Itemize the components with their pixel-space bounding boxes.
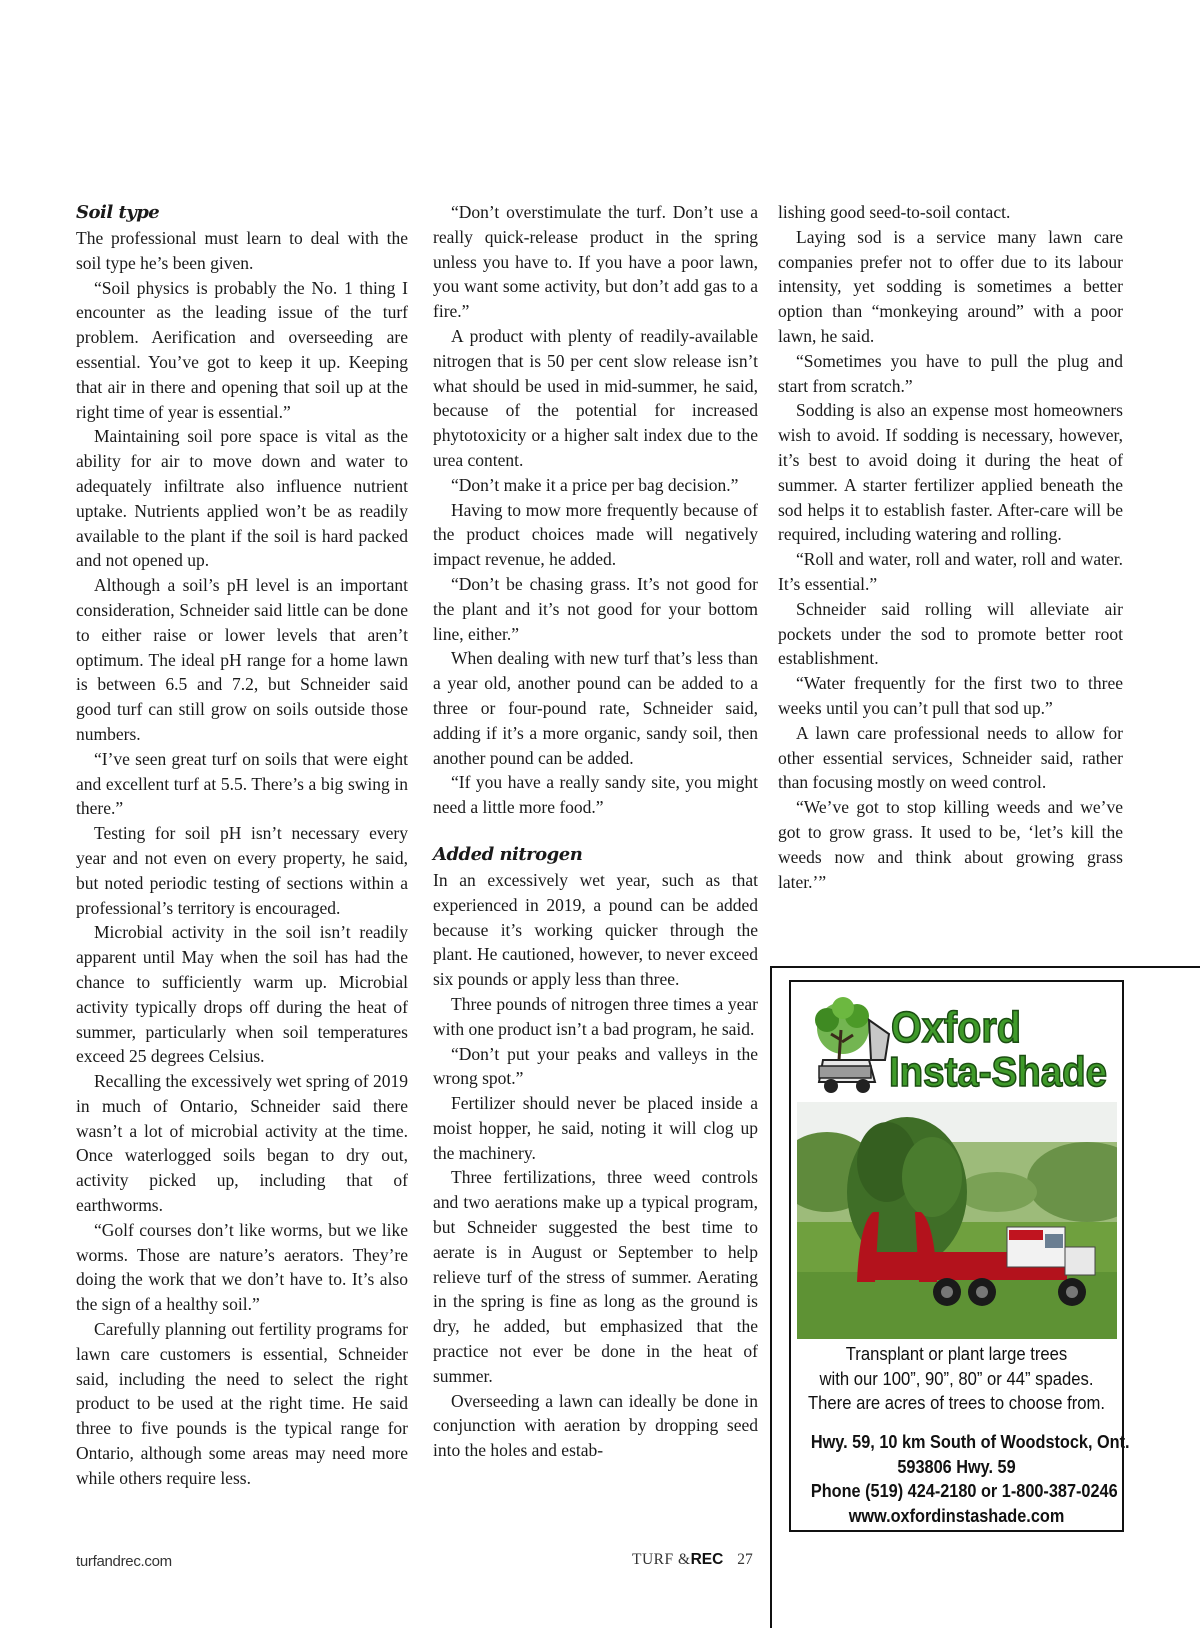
tree-spade-truck-photo [797, 1102, 1117, 1339]
article-column-2 [433, 200, 758, 1463]
ad-desc-line: There are acres of trees to choose from. [807, 1392, 1106, 1413]
paragraph: “Don’t overstimulate the turf. Don’t use a really quick-release product in the spring unless you have to. If you have a poor lawn, you want some activity, but don’t add gas to a fire.” [433, 202, 758, 322]
paragraph: “Sometimes you have to pull the plug and start from scratch.” [778, 350, 1123, 396]
paragraph: Recalling the excessively wet spring of 2019 in much of Ontario, Schneider said there wasn’t a lot of microbial activity at the time. Once waterlogged soils began to dry out, activity picked up, including that of earthworms. [76, 1071, 408, 1216]
page-number: 27 [737, 1551, 753, 1568]
paragraph: Testing for soil pH isn’t necessary every year and not even on every property, he said, but noted periodic testing of sections within a professional’s territory is encouraged. [76, 823, 408, 918]
article-column-3 [778, 200, 1123, 894]
paragraph: “Don’t put your peaks and valleys in the wrong spot.” [433, 1043, 758, 1089]
ad-contact-info [810, 1430, 1130, 1528]
paragraph: Maintaining soil pore space is vital as the ability for air to move down and water to adequately infiltrate also influence nutrient uptake. Nutrients applied won’t be as readily available to the plant if the soil is hard packed and not opened up. [76, 426, 408, 571]
paragraph: In an excessively wet year, such as that experienced in 2019, a pound can be added because it’s working quicker through the plant. He cautioned, however, to never exceed six pounds or apply less than three. [433, 869, 758, 990]
paragraph: Sodding is also an expense most homeowners wish to avoid. If sodding is necessary, however, it’s best to avoid doing it during the heat of summer. A starter fertilizer applied beneath the sod helps it to establish faster. After-care will be required, including watering and rolling. [778, 400, 1123, 545]
ad-desc-line: Transplant or plant large trees [845, 1343, 1068, 1364]
paragraph: lishing good seed-to-soil contact. [778, 202, 1011, 222]
paragraph: “Water frequently for the first two to three weeks until you can’t pull that sod up.” [778, 673, 1123, 718]
ad-desc-line: with our 100”, 90”, 80” or 44” spades. [819, 1367, 1094, 1389]
paragraph: Overseeding a lawn can ideally be done in conjunction with aeration by dropping seed into the holes and estab- [433, 1390, 758, 1461]
footer-brand-rec: REC [690, 1551, 724, 1568]
paragraph: Laying sod is a service many lawn care companies prefer not to offer due to its labour intensity, yet sodding is sometimes a better option than “monkeying around” with a poor lawn, he said. [778, 226, 1123, 346]
footer-site-url[interactable]: turfandrec.com [76, 1553, 172, 1570]
paragraph: Three fertilizations, three weed controls and two aerations make up a typical program, but Schneider suggested the best time to aerate is in August or September to help relieve turf of the stress of summer. Aerating in the spring is fine as long as the ground is dry, he added, but emphasized that the practice not ever be done in the heat of summer. [433, 1167, 758, 1386]
paragraph: When dealing with new turf that’s less than a year old, another pound can be added to a three or four-pound rate, Schneider said, adding if it’s a more organic, sandy soil, then another pound can be added. [433, 648, 758, 768]
section-heading-soil-type: Soil type [76, 202, 160, 223]
ad-phone: Phone (519) 424-2180 or 1-800-387-0246 [810, 1480, 1118, 1501]
paragraph: Carefully planning out fertility programs for lawn care customers is essential, Schneider said, including the need to select the right product to be used at the right time. He said three to five pounds is the typical range for Ontario, although some areas may need more while others require less. [76, 1319, 408, 1488]
ad-frame-vertical-rule [770, 966, 772, 1628]
paragraph: The professional must learn to deal with the soil type he’s been given. [76, 228, 408, 273]
footer-folio [632, 1551, 753, 1569]
ad-website-link[interactable]: www.oxfordinstashade.com [848, 1504, 1065, 1526]
paragraph: Schneider said rolling will alleviate air pockets under the sod to promote better root establishment. [778, 598, 1123, 669]
footer-brand-turf: TURF & [632, 1551, 691, 1568]
ad-description [808, 1342, 1106, 1416]
paragraph: Although a soil’s pH level is an important consideration, Schneider said little can be done to either raise or lower levels that aren’t optimum. The ideal pH range for a home lawn is between 6.5 and 7.2, but Schneider said good turf can still grow on soils outside those numbers. [76, 575, 408, 744]
ad-frame-horizontal-rule [770, 966, 1200, 968]
paragraph: “I’ve seen great turf on soils that were eight and excellent turf at 5.5. There’s a big swing in there.” [76, 748, 408, 819]
paragraph: “We’ve got to stop killing weeds and we’ve got to grow grass. It used to be, ‘let’s kill the weeds now and think about growing grass later.’” [778, 797, 1123, 892]
paragraph: “If you have a really sandy site, you might need a little more food.” [433, 772, 758, 818]
ad-street: 593806 Hwy. 59 [897, 1455, 1016, 1477]
article-column-1 [76, 200, 408, 1491]
paragraph: Having to mow more frequently because of the product choices made will negatively impact revenue, he added. [433, 499, 758, 570]
paragraph: Fertilizer should never be placed inside a moist hopper, he said, noting it will clog up the machinery. [433, 1093, 758, 1163]
paragraph: “Don’t be chasing grass. It’s not good for the plant and it’s not good for your bottom line, either.” [433, 573, 758, 644]
paragraph: A lawn care professional needs to allow for other essential services, Schneider said, rather than focusing mostly on weed control. [778, 722, 1123, 793]
paragraph: “Soil physics is probably the No. 1 thing I encounter as the leading issue of the turf problem. Aerification and overseeding are essential. You’ve got to keep it up. Keeping that air in there and opening that soil up at the right time of year is essential.” [76, 277, 408, 422]
oxford-insta-shade-logo [805, 990, 1111, 1100]
oxford-insta-shade-ad[interactable] [789, 980, 1130, 1532]
paragraph: “Don’t make it a price per bag decision.” [451, 474, 739, 495]
tree-spade-logo-icon [815, 997, 889, 1093]
paragraph: “Roll and water, roll and water, roll and water. It’s essential.” [778, 549, 1123, 594]
paragraph: “Golf courses don’t like worms, but we like worms. Those are nature’s aerators. They’re doing the work that we don’t have to. It’s also the sign of a healthy soil.” [76, 1219, 408, 1315]
ad-address: Hwy. 59, 10 km South of Woodstock, Ont. [810, 1431, 1130, 1452]
section-heading-added-nitrogen: Added nitrogen [433, 843, 583, 865]
paragraph: Three pounds of nitrogen three times a year with one product isn’t a bad program, he said. [433, 993, 758, 1039]
logo-text-line1: Oxford [891, 1003, 1021, 1052]
logo-text-line2: Insta-Shade [889, 1048, 1107, 1095]
paragraph: A product with plenty of readily-available nitrogen that is 50 per cent slow release isn’t what should be used in mid-summer, he said, because of the potential for increased phytotoxicity or a higher salt index due to the urea content. [433, 325, 758, 470]
paragraph: Microbial activity in the soil isn’t readily apparent until May when the soil has had the chance to sufficiently warm up. Microbial activity typically drops off during the heat of summer, particularly when soil temperatures exceed 25 degrees Celsius. [76, 922, 408, 1067]
